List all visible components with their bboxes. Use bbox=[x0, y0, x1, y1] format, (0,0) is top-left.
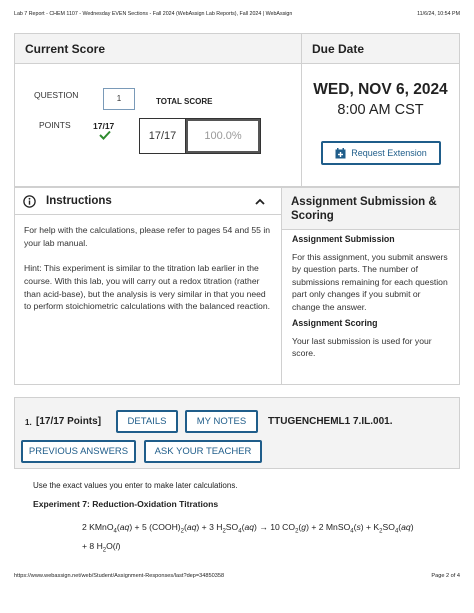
submission-subtitle: Assignment Submission bbox=[292, 234, 395, 244]
points-label: POINTS bbox=[39, 120, 71, 130]
details-button[interactable]: DETAILS bbox=[116, 410, 178, 433]
request-extension-button[interactable] bbox=[321, 141, 441, 165]
request-extension-label: Request Extension bbox=[351, 148, 427, 158]
instructions-hint: Hint: This experiment is similar to the titration lab earlier in the course. With this lab, you will carry out a redox titration (rather than acid-base), but the analysis is very similar in that you need to perform stoichiometric calculations with the balanced reaction. bbox=[24, 263, 270, 312]
scoring-subtitle: Assignment Scoring bbox=[292, 318, 378, 328]
question-selector[interactable]: 1 bbox=[103, 88, 135, 110]
info-icon bbox=[23, 195, 36, 208]
total-score-fraction: 17/17 bbox=[140, 119, 186, 153]
instructions-paragraph: For help with the calculations, please refer to pages 54 and 55 in your lab manual. bbox=[24, 225, 271, 248]
question-points: [17/17 Points] bbox=[36, 416, 102, 427]
submission-section bbox=[282, 188, 459, 384]
submission-heading: Assignment Submission & Scoring bbox=[282, 188, 459, 230]
print-header-timestamp: 11/6/24, 10:54 PM bbox=[417, 11, 460, 17]
calendar-plus-icon bbox=[335, 148, 346, 159]
question-header bbox=[14, 397, 460, 469]
print-footer-page: Page 2 of 4 bbox=[431, 573, 460, 579]
previous-answers-button[interactable]: PREVIOUS ANSWERS bbox=[21, 440, 136, 463]
print-footer-url: https://www.webassign.net/web/Student/Assignment-Responses/last?dep=34850358 bbox=[14, 573, 225, 579]
scoring-text: Your last submission is used for your score. bbox=[292, 335, 432, 358]
current-score-section bbox=[15, 34, 302, 186]
submission-body bbox=[282, 230, 459, 367]
print-footer bbox=[14, 573, 460, 579]
print-header-title: Lab 7 Report - CHEM 1107 - Wednesday EVEN Sections - Fall 2024 (WebAssign Lab Reports), Fall 2024 | WebAssign bbox=[14, 11, 293, 17]
total-score-box bbox=[139, 118, 261, 154]
experiment-title: Experiment 7: Reduction-Oxidation Titrations bbox=[33, 499, 219, 509]
points-value: 17/17 bbox=[93, 121, 115, 131]
question-code: TTUGENCHEML1 7.IL.001. bbox=[268, 416, 393, 427]
total-score-label: TOTAL SCORE bbox=[156, 97, 213, 106]
due-date-heading: Due Date bbox=[302, 34, 459, 64]
question-number: 1. bbox=[25, 418, 32, 427]
question-instruction: Use the exact values you enter to make later calculations. bbox=[33, 481, 238, 490]
instructions-body bbox=[24, 224, 274, 313]
current-score-heading: Current Score bbox=[15, 34, 301, 64]
instructions-section bbox=[15, 188, 282, 384]
print-header bbox=[14, 11, 460, 21]
submission-text: For this assignment, you submit answers by question parts. The number of submissions remaining for each question part only changes if you submit or change the answer. bbox=[292, 251, 448, 312]
due-date-section bbox=[302, 34, 459, 186]
due-time-value: 8:00 AM CST bbox=[337, 102, 424, 118]
my-notes-button[interactable]: MY NOTES bbox=[185, 410, 258, 433]
instructions-heading: Instructions bbox=[46, 195, 112, 207]
question-label: QUESTION bbox=[34, 90, 79, 100]
score-due-panel bbox=[14, 33, 460, 187]
check-icon bbox=[99, 130, 111, 140]
balanced-equation: 2 KMnO$_4$(aq) + 5 $(COOH)_2(aq) + 3$ $H_2SO_4(aq) \to 10$ $CO_2(g) + 2$ MnSO$_4$(s) + $K_2SO_4(aq)$ + 8 $H_2O(l)$ bbox=[82, 522, 414, 554]
total-score-percent: 100.0% bbox=[186, 119, 260, 153]
due-date-value: WED, NOV 6, 2024 bbox=[313, 81, 448, 98]
chevron-up-icon[interactable] bbox=[255, 198, 265, 205]
instructions-header[interactable] bbox=[15, 188, 281, 215]
info-panel bbox=[14, 187, 460, 385]
ask-your-teacher-button[interactable]: ASK YOUR TEACHER bbox=[144, 440, 262, 463]
